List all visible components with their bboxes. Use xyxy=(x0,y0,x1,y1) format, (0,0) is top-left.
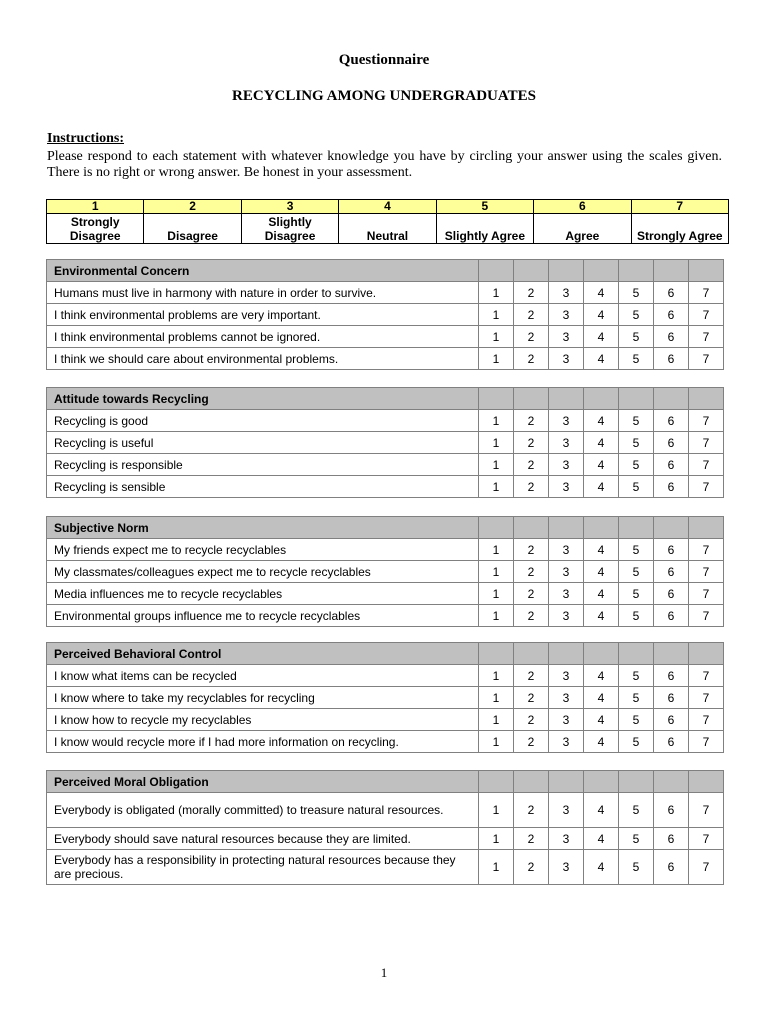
rating-option-2[interactable]: 2 xyxy=(514,326,549,348)
scale-number: 4 xyxy=(339,200,436,214)
rating-option-5[interactable]: 5 xyxy=(619,432,654,454)
scale-label: Slightly Disagree xyxy=(241,214,338,244)
rating-option-6[interactable]: 6 xyxy=(654,687,689,709)
rating-option-2[interactable]: 2 xyxy=(514,410,549,432)
question-statement: Everybody is obligated (morally committed) to treasure natural resources. xyxy=(47,793,479,828)
rating-option-7[interactable]: 7 xyxy=(689,605,724,627)
rating-option-6[interactable]: 6 xyxy=(654,432,689,454)
rating-option-6[interactable]: 6 xyxy=(654,731,689,753)
rating-option-2[interactable]: 2 xyxy=(514,282,549,304)
rating-option-6[interactable]: 6 xyxy=(654,410,689,432)
rating-option-1[interactable]: 1 xyxy=(479,665,514,687)
question-statement: Recycling is useful xyxy=(47,432,479,454)
rating-option-7[interactable]: 7 xyxy=(689,476,724,498)
rating-option-4[interactable]: 4 xyxy=(584,326,619,348)
instructions-heading: Instructions: xyxy=(47,131,125,146)
rating-option-2[interactable]: 2 xyxy=(514,828,549,850)
question-statement: Media influences me to recycle recyclables xyxy=(47,583,479,605)
header-blank-cell xyxy=(619,517,654,539)
scale-label: Agree xyxy=(534,214,631,244)
rating-option-1[interactable]: 1 xyxy=(479,731,514,753)
scale-number: 7 xyxy=(631,200,728,214)
rating-option-7[interactable]: 7 xyxy=(689,454,724,476)
question-statement: I know where to take my recyclables for recycling xyxy=(47,687,479,709)
scale-number: 5 xyxy=(436,200,533,214)
rating-option-5[interactable]: 5 xyxy=(619,561,654,583)
rating-option-7[interactable]: 7 xyxy=(689,793,724,828)
rating-option-5[interactable]: 5 xyxy=(619,731,654,753)
section-table xyxy=(46,770,724,885)
header-blank-cell xyxy=(584,388,619,410)
rating-option-5[interactable]: 5 xyxy=(619,583,654,605)
section-header-row xyxy=(47,260,724,282)
question-row xyxy=(47,709,724,731)
rating-option-2[interactable]: 2 xyxy=(514,709,549,731)
scale-number: 1 xyxy=(47,200,144,214)
question-row xyxy=(47,850,724,885)
scale-label: Slightly Agree xyxy=(436,214,533,244)
rating-option-4[interactable]: 4 xyxy=(584,432,619,454)
question-row xyxy=(47,326,724,348)
rating-option-5[interactable]: 5 xyxy=(619,850,654,885)
rating-option-1[interactable]: 1 xyxy=(479,476,514,498)
section-title: Environmental Concern xyxy=(47,260,479,282)
rating-option-1[interactable]: 1 xyxy=(479,828,514,850)
question-row xyxy=(47,539,724,561)
rating-option-7[interactable]: 7 xyxy=(689,665,724,687)
header-blank-cell xyxy=(654,771,689,793)
header-blank-cell xyxy=(549,388,584,410)
rating-option-5[interactable]: 5 xyxy=(619,828,654,850)
rating-option-1[interactable]: 1 xyxy=(479,605,514,627)
header-blank-cell xyxy=(689,388,724,410)
question-statement: Recycling is good xyxy=(47,410,479,432)
header-blank-cell xyxy=(689,517,724,539)
question-row xyxy=(47,793,724,828)
rating-option-1[interactable]: 1 xyxy=(479,709,514,731)
header-blank-cell xyxy=(619,771,654,793)
rating-option-3[interactable]: 3 xyxy=(549,605,584,627)
header-blank-cell xyxy=(689,771,724,793)
question-statement: I think environmental problems are very important. xyxy=(47,304,479,326)
rating-option-3[interactable]: 3 xyxy=(549,731,584,753)
rating-option-3[interactable]: 3 xyxy=(549,304,584,326)
rating-option-4[interactable]: 4 xyxy=(584,304,619,326)
scale-label-row xyxy=(47,214,729,244)
rating-option-6[interactable]: 6 xyxy=(654,828,689,850)
question-statement: I think environmental problems cannot be ignored. xyxy=(47,326,479,348)
rating-option-3[interactable]: 3 xyxy=(549,476,584,498)
question-row xyxy=(47,731,724,753)
question-row xyxy=(47,828,724,850)
question-statement: Environmental groups influence me to recycle recyclables xyxy=(47,605,479,627)
rating-option-3[interactable]: 3 xyxy=(549,793,584,828)
question-row xyxy=(47,665,724,687)
rating-option-6[interactable]: 6 xyxy=(654,561,689,583)
rating-option-7[interactable]: 7 xyxy=(689,828,724,850)
rating-option-7[interactable]: 7 xyxy=(689,539,724,561)
page-number: 1 xyxy=(380,965,388,980)
rating-option-7[interactable]: 7 xyxy=(689,410,724,432)
header-blank-cell xyxy=(549,260,584,282)
rating-option-5[interactable]: 5 xyxy=(619,410,654,432)
scale-number: 3 xyxy=(241,200,338,214)
rating-option-2[interactable]: 2 xyxy=(514,539,549,561)
rating-option-2[interactable]: 2 xyxy=(514,348,549,370)
rating-option-2[interactable]: 2 xyxy=(514,731,549,753)
question-row xyxy=(47,410,724,432)
section-title: Attitude towards Recycling xyxy=(47,388,479,410)
rating-option-4[interactable]: 4 xyxy=(584,348,619,370)
rating-option-4[interactable]: 4 xyxy=(584,454,619,476)
rating-option-3[interactable]: 3 xyxy=(549,282,584,304)
rating-option-3[interactable]: 3 xyxy=(549,454,584,476)
rating-option-4[interactable]: 4 xyxy=(584,561,619,583)
rating-option-6[interactable]: 6 xyxy=(654,282,689,304)
rating-option-4[interactable]: 4 xyxy=(584,665,619,687)
rating-option-3[interactable]: 3 xyxy=(549,432,584,454)
section-header-row xyxy=(47,517,724,539)
header-blank-cell xyxy=(619,643,654,665)
rating-option-5[interactable]: 5 xyxy=(619,793,654,828)
rating-option-6[interactable]: 6 xyxy=(654,605,689,627)
rating-option-2[interactable]: 2 xyxy=(514,432,549,454)
question-row xyxy=(47,304,724,326)
question-statement: Recycling is sensible xyxy=(47,476,479,498)
rating-option-7[interactable]: 7 xyxy=(689,583,724,605)
question-row xyxy=(47,432,724,454)
header-blank-cell xyxy=(514,771,549,793)
rating-option-6[interactable]: 6 xyxy=(654,793,689,828)
rating-option-2[interactable]: 2 xyxy=(514,850,549,885)
header-blank-cell xyxy=(689,643,724,665)
question-row xyxy=(47,605,724,627)
scale-label: Neutral xyxy=(339,214,436,244)
rating-option-7[interactable]: 7 xyxy=(689,348,724,370)
rating-option-3[interactable]: 3 xyxy=(549,583,584,605)
rating-option-7[interactable]: 7 xyxy=(689,561,724,583)
rating-option-4[interactable]: 4 xyxy=(584,793,619,828)
rating-option-3[interactable]: 3 xyxy=(549,850,584,885)
rating-option-1[interactable]: 1 xyxy=(479,793,514,828)
rating-option-6[interactable]: 6 xyxy=(654,539,689,561)
question-row xyxy=(47,476,724,498)
rating-option-2[interactable]: 2 xyxy=(514,454,549,476)
header-blank-cell xyxy=(514,260,549,282)
rating-option-6[interactable]: 6 xyxy=(654,583,689,605)
question-row xyxy=(47,454,724,476)
header-blank-cell xyxy=(584,771,619,793)
rating-option-1[interactable]: 1 xyxy=(479,432,514,454)
scale-label: Strongly Disagree xyxy=(47,214,144,244)
rating-option-5[interactable]: 5 xyxy=(619,665,654,687)
section-title: Perceived Behavioral Control xyxy=(47,643,479,665)
rating-option-6[interactable]: 6 xyxy=(654,665,689,687)
rating-option-4[interactable]: 4 xyxy=(584,850,619,885)
rating-option-2[interactable]: 2 xyxy=(514,665,549,687)
rating-option-6[interactable]: 6 xyxy=(654,454,689,476)
question-statement: Everybody has a responsibility in protecting natural resources because they are precious. xyxy=(47,850,479,885)
rating-option-5[interactable]: 5 xyxy=(619,326,654,348)
header-blank-cell xyxy=(549,643,584,665)
rating-option-5[interactable]: 5 xyxy=(619,687,654,709)
rating-option-1[interactable]: 1 xyxy=(479,850,514,885)
rating-option-3[interactable]: 3 xyxy=(549,828,584,850)
question-row xyxy=(47,282,724,304)
rating-option-7[interactable]: 7 xyxy=(689,731,724,753)
rating-option-1[interactable]: 1 xyxy=(479,348,514,370)
header-blank-cell xyxy=(654,260,689,282)
rating-option-5[interactable]: 5 xyxy=(619,304,654,326)
header-blank-cell xyxy=(654,643,689,665)
rating-option-6[interactable]: 6 xyxy=(654,709,689,731)
header-blank-cell xyxy=(479,771,514,793)
header-blank-cell xyxy=(654,517,689,539)
question-statement: I think we should care about environmental problems. xyxy=(47,348,479,370)
rating-option-4[interactable]: 4 xyxy=(584,476,619,498)
rating-option-2[interactable]: 2 xyxy=(514,561,549,583)
rating-option-4[interactable]: 4 xyxy=(584,709,619,731)
rating-option-4[interactable]: 4 xyxy=(584,410,619,432)
rating-option-4[interactable]: 4 xyxy=(584,605,619,627)
rating-option-5[interactable]: 5 xyxy=(619,709,654,731)
rating-option-3[interactable]: 3 xyxy=(549,709,584,731)
question-statement: Everybody should save natural resources because they are limited. xyxy=(47,828,479,850)
question-statement: I know would recycle more if I had more information on recycling. xyxy=(47,731,479,753)
rating-option-5[interactable]: 5 xyxy=(619,348,654,370)
header-blank-cell xyxy=(584,517,619,539)
rating-option-2[interactable]: 2 xyxy=(514,687,549,709)
header-blank-cell xyxy=(654,388,689,410)
rating-option-4[interactable]: 4 xyxy=(584,282,619,304)
scale-number-row xyxy=(47,200,729,214)
rating-option-1[interactable]: 1 xyxy=(479,539,514,561)
rating-option-2[interactable]: 2 xyxy=(514,583,549,605)
question-statement: I know how to recycle my recyclables xyxy=(47,709,479,731)
document-subtitle: RECYCLING AMONG UNDERGRADUATES xyxy=(232,88,536,104)
rating-option-5[interactable]: 5 xyxy=(619,282,654,304)
rating-option-6[interactable]: 6 xyxy=(654,850,689,885)
rating-option-5[interactable]: 5 xyxy=(619,454,654,476)
rating-option-1[interactable]: 1 xyxy=(479,410,514,432)
rating-option-1[interactable]: 1 xyxy=(479,304,514,326)
document-title: Questionnaire xyxy=(338,52,430,68)
rating-option-2[interactable]: 2 xyxy=(514,605,549,627)
scale-number: 6 xyxy=(534,200,631,214)
section-table xyxy=(46,516,724,627)
rating-option-3[interactable]: 3 xyxy=(549,326,584,348)
rating-option-7[interactable]: 7 xyxy=(689,709,724,731)
rating-option-4[interactable]: 4 xyxy=(584,583,619,605)
question-row xyxy=(47,348,724,370)
scale-label: Strongly Agree xyxy=(631,214,728,244)
question-statement: I know what items can be recycled xyxy=(47,665,479,687)
instructions-text: Please respond to each statement with whatever knowledge you have by circling your answer using the scales given. There is no right or wrong answer. Be honest in your assessment. xyxy=(47,149,722,180)
question-statement: My friends expect me to recycle recyclables xyxy=(47,539,479,561)
question-row xyxy=(47,687,724,709)
question-row xyxy=(47,583,724,605)
section-header-row xyxy=(47,643,724,665)
header-blank-cell xyxy=(584,260,619,282)
header-blank-cell xyxy=(479,260,514,282)
scale-number: 2 xyxy=(144,200,241,214)
section-header-row xyxy=(47,771,724,793)
rating-option-1[interactable]: 1 xyxy=(479,326,514,348)
rating-option-7[interactable]: 7 xyxy=(689,687,724,709)
section-header-row xyxy=(47,388,724,410)
scale-label: Disagree xyxy=(144,214,241,244)
rating-option-1[interactable]: 1 xyxy=(479,282,514,304)
header-blank-cell xyxy=(514,643,549,665)
rating-option-1[interactable]: 1 xyxy=(479,687,514,709)
rating-option-6[interactable]: 6 xyxy=(654,304,689,326)
header-blank-cell xyxy=(479,517,514,539)
header-blank-cell xyxy=(549,771,584,793)
rating-option-6[interactable]: 6 xyxy=(654,326,689,348)
rating-option-3[interactable]: 3 xyxy=(549,687,584,709)
rating-scale-legend xyxy=(46,199,729,244)
header-blank-cell xyxy=(479,643,514,665)
rating-option-4[interactable]: 4 xyxy=(584,687,619,709)
rating-option-3[interactable]: 3 xyxy=(549,665,584,687)
rating-option-7[interactable]: 7 xyxy=(689,282,724,304)
rating-option-3[interactable]: 3 xyxy=(549,539,584,561)
rating-option-2[interactable]: 2 xyxy=(514,476,549,498)
rating-option-7[interactable]: 7 xyxy=(689,304,724,326)
rating-option-7[interactable]: 7 xyxy=(689,850,724,885)
rating-option-4[interactable]: 4 xyxy=(584,539,619,561)
question-statement: My classmates/colleagues expect me to recycle recyclables xyxy=(47,561,479,583)
rating-option-5[interactable]: 5 xyxy=(619,605,654,627)
section-table xyxy=(46,387,724,498)
header-blank-cell xyxy=(479,388,514,410)
header-blank-cell xyxy=(584,643,619,665)
question-statement: Humans must live in harmony with nature in order to survive. xyxy=(47,282,479,304)
section-table xyxy=(46,642,724,753)
rating-option-2[interactable]: 2 xyxy=(514,793,549,828)
header-blank-cell xyxy=(514,388,549,410)
rating-option-6[interactable]: 6 xyxy=(654,348,689,370)
rating-option-1[interactable]: 1 xyxy=(479,454,514,476)
header-blank-cell xyxy=(619,388,654,410)
rating-option-5[interactable]: 5 xyxy=(619,476,654,498)
header-blank-cell xyxy=(514,517,549,539)
rating-option-3[interactable]: 3 xyxy=(549,410,584,432)
rating-option-7[interactable]: 7 xyxy=(689,326,724,348)
rating-option-6[interactable]: 6 xyxy=(654,476,689,498)
header-blank-cell xyxy=(689,260,724,282)
question-row xyxy=(47,561,724,583)
header-blank-cell xyxy=(549,517,584,539)
section-table xyxy=(46,259,724,370)
rating-option-1[interactable]: 1 xyxy=(479,583,514,605)
rating-option-7[interactable]: 7 xyxy=(689,432,724,454)
rating-option-3[interactable]: 3 xyxy=(549,561,584,583)
rating-option-3[interactable]: 3 xyxy=(549,348,584,370)
question-statement: Recycling is responsible xyxy=(47,454,479,476)
rating-option-5[interactable]: 5 xyxy=(619,539,654,561)
rating-option-2[interactable]: 2 xyxy=(514,304,549,326)
rating-option-4[interactable]: 4 xyxy=(584,828,619,850)
header-blank-cell xyxy=(619,260,654,282)
rating-option-1[interactable]: 1 xyxy=(479,561,514,583)
rating-option-4[interactable]: 4 xyxy=(584,731,619,753)
section-title: Subjective Norm xyxy=(47,517,479,539)
section-title: Perceived Moral Obligation xyxy=(47,771,479,793)
